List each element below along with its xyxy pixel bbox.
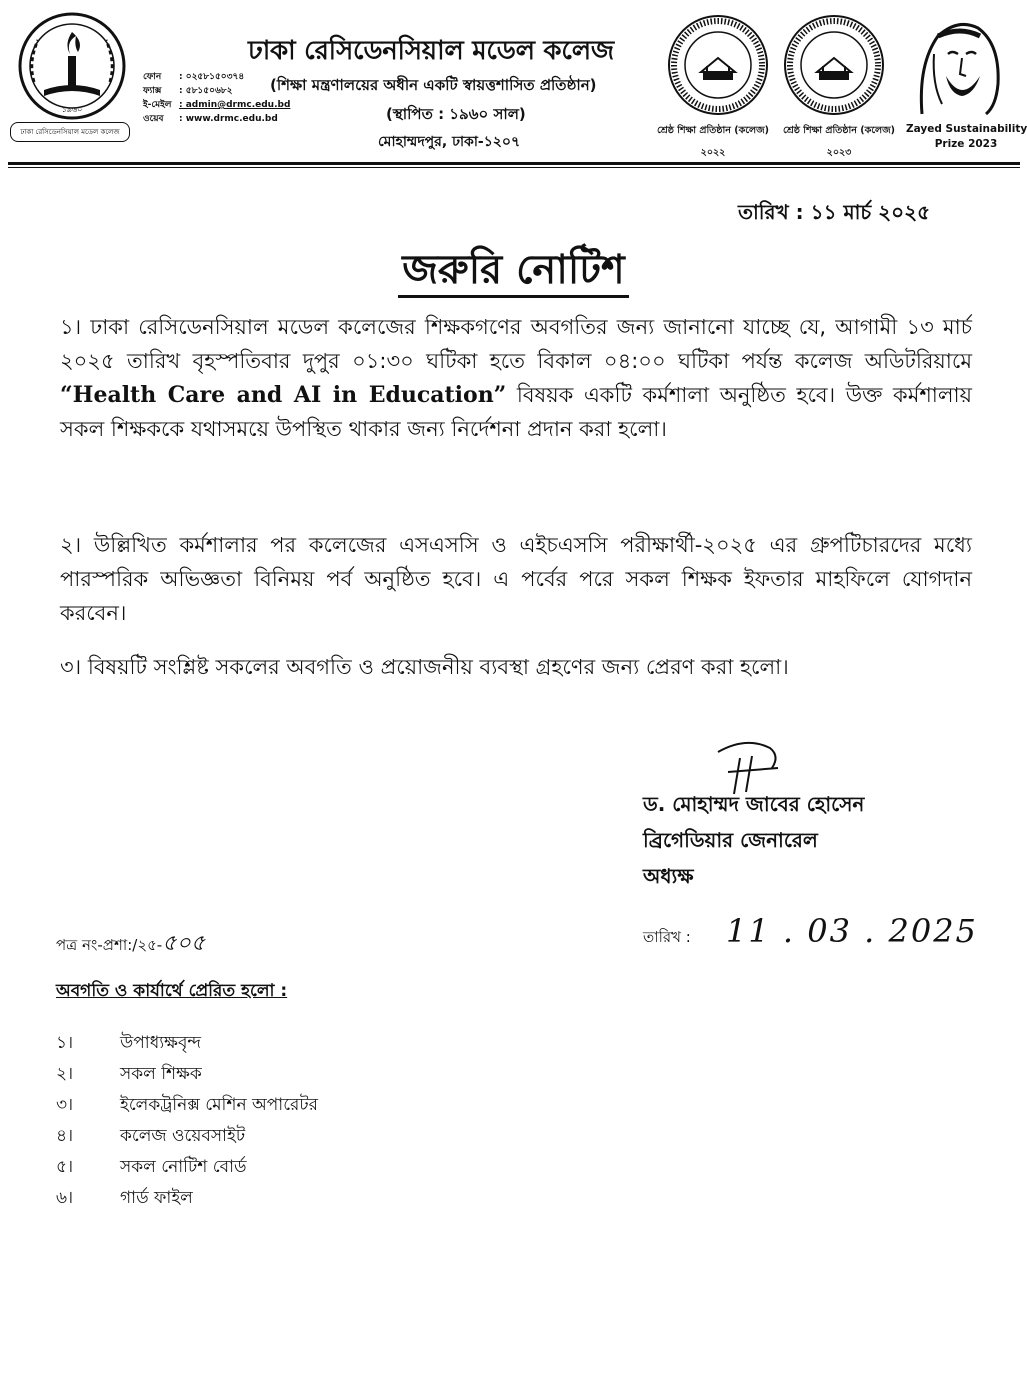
contact-email — [143, 98, 290, 112]
award-caption-year: ২০২৩ — [826, 147, 852, 158]
list-item — [56, 1028, 318, 1059]
award-caption — [772, 120, 906, 164]
portrait-icon — [908, 14, 1008, 118]
award-caption — [638, 120, 788, 164]
list-item — [56, 1183, 318, 1214]
zayed-prize-caption — [906, 122, 1026, 152]
list-item-text: ইলেকট্রনিক্স মেশিন অপারেটর — [120, 1095, 319, 1115]
list-item-number: ১। — [56, 1033, 74, 1053]
distribution-heading: অবগতি ও কার্যার্থে প্রেরিত হলো : — [56, 981, 288, 1001]
contact-web — [143, 112, 290, 126]
memo-ref-handwritten: ৫০৫ — [162, 931, 206, 956]
contact-label: ই-মেইল — [143, 100, 172, 110]
list-item — [56, 1152, 318, 1183]
signatory-designation: অধ্যক্ষ — [643, 864, 694, 888]
list-item-text: উপাধ্যক্ষবৃন্দ — [120, 1033, 202, 1053]
signatory-rank: ব্রিগেডিয়ার জেনারেল — [643, 828, 818, 852]
memo-ref-prefix: পত্র নং-প্রশা:/২৫- — [56, 936, 163, 954]
list-item-number: ২। — [56, 1064, 74, 1084]
award-caption-text: শ্রেষ্ঠ শিক্ষা প্রতিষ্ঠান (কলেজ) — [657, 125, 769, 136]
notice-date: তারিখ : ১১ মার্চ ২০২৫ — [738, 200, 931, 224]
list-item-text: সকল নোটিশ বোর্ড — [120, 1157, 247, 1177]
letterhead-divider — [8, 162, 1020, 165]
contact-value: : ৫৮১৫০৬৮২ — [179, 86, 233, 96]
list-item-text: সকল শিক্ষক — [120, 1064, 202, 1084]
paragraph-1-text: ১। ঢাকা রেসিডেনসিয়াল মডেল কলেজের শিক্ষকগণের অবগতির জন্য জানানো যাচ্ছে যে, আগামী ১৩ মার্চ ২০২৫ তারিখ বৃহস্পতিবার দুপুর ০১:৩০ ঘটিকা হতে বিকাল ০৪:০০ ঘটিকা পর্যন্ত কলেজ অডিটরিয়ামে — [60, 315, 972, 373]
list-item-number: ৪। — [56, 1126, 74, 1146]
list-item — [56, 1090, 318, 1121]
letterhead-divider-thin — [8, 167, 1020, 168]
contact-block — [143, 70, 290, 126]
memo-reference — [56, 926, 205, 963]
college-address: মোহাম্মদপুর, ঢাকা-১২০৭ — [378, 134, 521, 150]
zayed-line-1: Zayed Sustainability — [906, 123, 1027, 135]
memo-date-label: তারিখ : — [643, 928, 691, 946]
contact-label: ফ্যাক্স — [143, 86, 162, 96]
signatory-name: ড. মোহাম্মদ জাবের হোসেন — [643, 792, 865, 816]
award-seal-icon — [783, 14, 885, 116]
contact-fax — [143, 84, 290, 98]
zayed-line-2: Prize 2023 — [934, 138, 998, 150]
list-item — [56, 1059, 318, 1090]
contact-label: ফোন — [143, 72, 162, 82]
contact-value: : ০২৫৮১৫০৩৭৪ — [179, 72, 245, 82]
distribution-list — [56, 1028, 318, 1214]
workshop-title: “Health Care and AI in Education” — [60, 382, 507, 408]
list-item-number: ৩। — [56, 1095, 74, 1115]
email-link[interactable]: : admin@drmc.edu.bd — [179, 100, 291, 110]
contact-label: ওয়েব — [143, 114, 164, 124]
list-item-text: গার্ড ফাইল — [120, 1188, 193, 1208]
paragraph-1 — [60, 310, 972, 446]
college-subtitle: (শিক্ষা মন্ত্রণালয়ের অধীন একটি স্বায়ত্তশাসিত প্রতিষ্ঠান) — [270, 76, 597, 94]
logo-year: ১৯৬০ — [61, 105, 83, 114]
website-link[interactable]: : www.drmc.edu.bd — [179, 114, 278, 124]
list-item-text: কলেজ ওয়েবসাইট — [120, 1126, 246, 1146]
award-seal-icon — [667, 14, 769, 116]
notice-title-text: জরুরি নোটিশ — [398, 247, 628, 298]
award-caption-text: শ্রেষ্ঠ শিক্ষা প্রতিষ্ঠান (কলেজ) — [783, 125, 895, 136]
list-item — [56, 1121, 318, 1152]
paragraph-2: ২। উল্লিখিত কর্মশালার পর কলেজের এসএসসি ও এইচএসসি পরীক্ষার্থী-২০২৫ এর গ্রুপটিচারদের মধ্যে পারস্পরিক অভিজ্ঞতা বিনিময় পর্ব অনুষ্ঠিত হবে। এ পর্বের পরে সকল শিক্ষক ইফতার মাহফিলে যোগদান করবেন। — [60, 533, 972, 625]
list-item-number: ৬। — [56, 1188, 74, 1208]
list-item-number: ৫। — [56, 1157, 74, 1177]
college-established: (স্থাপিত : ১৯৬০ সাল) — [386, 105, 526, 123]
paragraph-3: ৩। বিষয়টি সংশ্লিষ্ট সকলের অবগতি ও প্রয়োজনীয় ব্যবস্থা গ্রহণের জন্য প্রেরণ করা হলো। — [60, 655, 789, 679]
notice-title — [0, 238, 1027, 305]
award-caption-year: ২০২২ — [700, 147, 726, 158]
signatory-block — [643, 786, 864, 894]
college-name: ঢাকা রেসিডেনসিয়াল মডেল কলেজ — [248, 36, 614, 66]
paragraph-1-text-end: বিষয়ক একটি কর্মশালা অনুষ্ঠিত হবে। উক্ত কর্মশালায় সকল শিক্ষককে যথাসময়ে উপস্থিত থাকার জন্য নির্দেশনা প্রদান করা হলো। — [60, 383, 972, 441]
logo-caption: ঢাকা রেসিডেনসিয়াল মডেল কলেজ — [10, 122, 130, 142]
college-logo — [14, 12, 130, 120]
memo-date-handwritten: 11 . 03 . 2025 — [726, 912, 978, 950]
